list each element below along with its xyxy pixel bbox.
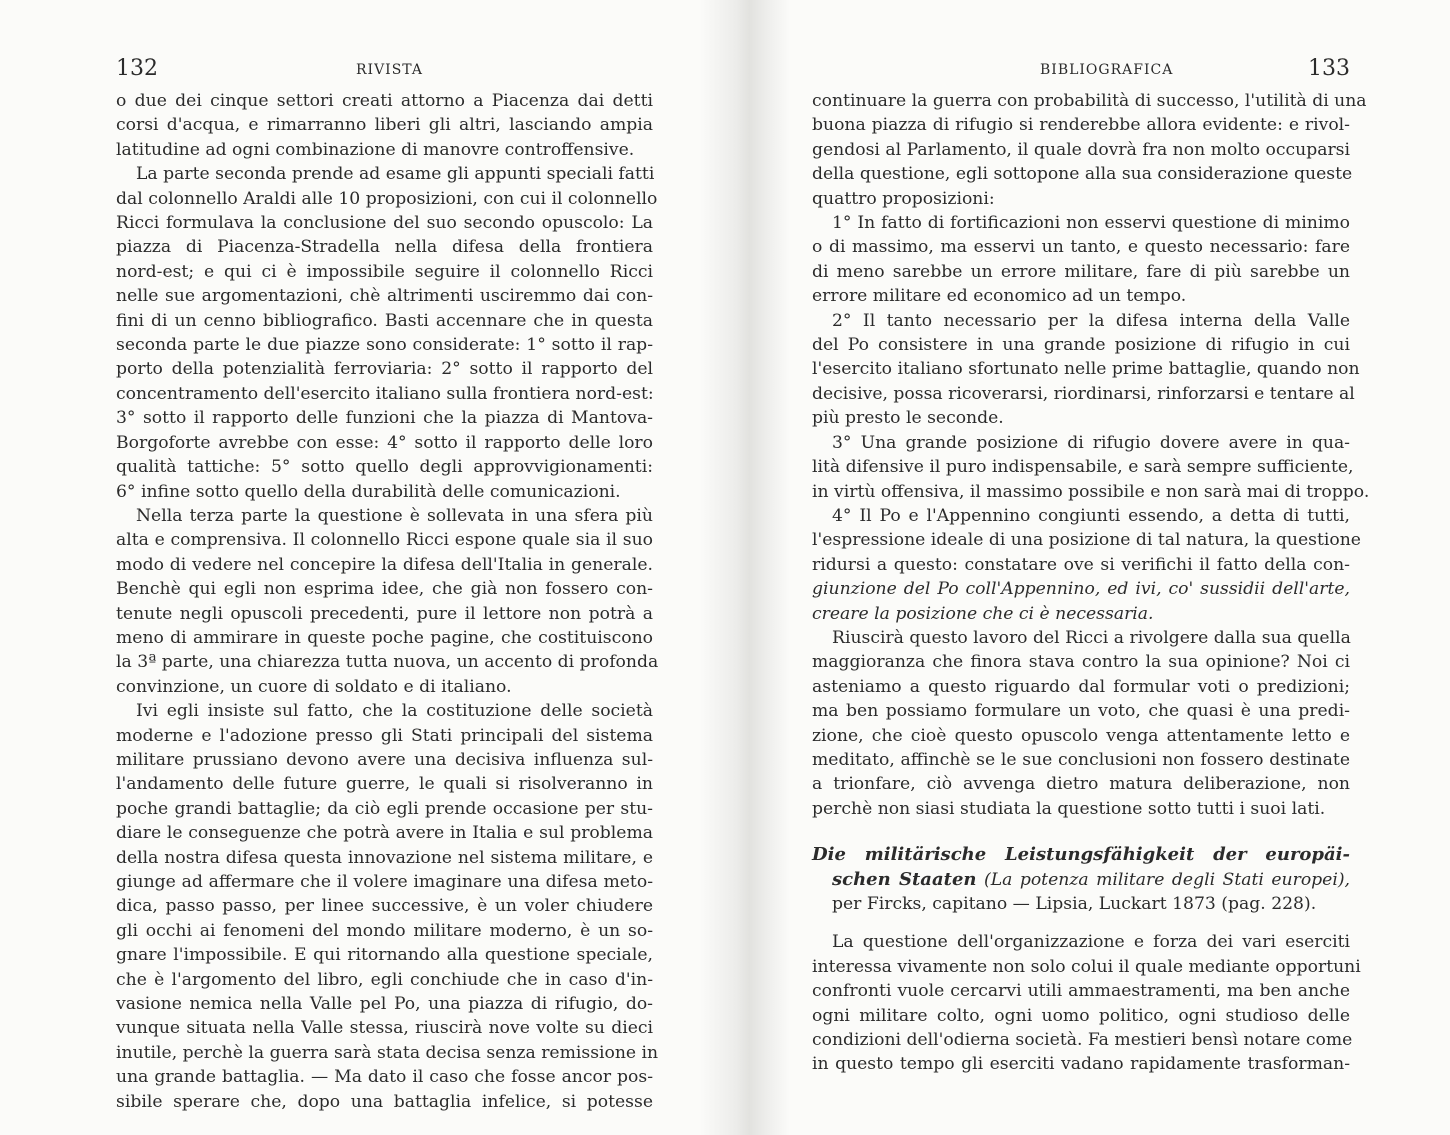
text-line: confronti vuole cercarvi utili ammaestramenti, ma ben anche [812,981,1350,1002]
text-line: concentramento dell'esercito italiano sulla frontiera nord-est: [116,383,654,404]
text-line: più presto le seconde. [812,408,1004,429]
text-line: 3° Una grande posizione di rifugio dovere avere in qua- [832,432,1350,453]
text-line: 3° sotto il rapporto delle funzioni che la piazza di Mantova- [116,408,653,429]
text-line: che è l'argomento del libro, egli conchiude che in caso d'in- [116,969,653,990]
text-line: porto della potenzialità ferroviaria: 2° sotto il rapporto del [116,359,653,380]
text-line: alta e comprensiva. Il colonnello Ricci espone quale sia il suo [116,530,653,551]
text-line: Riuscirà questo lavoro del Ricci a rivolgere dalla sua quella [832,627,1351,648]
text-line: della questione, egli sottopone alla sua considerazione queste [812,164,1353,185]
page-number: 132 [116,56,158,81]
text-line: l'espressione ideale di una posizione di tal natura, la questione [812,530,1361,551]
text-line: continuare la guerra con probabilità di successo, l'utilità di una [812,91,1367,111]
entry-title: Die militärische Leistungsfähigkeit der europäi- [812,844,1350,866]
text-line: 4° Il Po e l'Appennino congiunti essendo, a detta di tutti, [832,505,1350,526]
book-spine [700,0,790,1135]
text-line: La questione dell'organizzazione e forza dei vari eserciti [832,932,1350,953]
text-line: in virtù offensiva, il massimo possibile e non sarà mai di troppo. [812,481,1370,502]
entry-subtitle: (La potenza militare degli Stati europei), [983,869,1351,890]
text-line: piazza di Piacenza-Stradella nella difesa della frontiera [116,237,653,258]
page-number: 133 [1308,56,1350,81]
text-line: l'esercito italiano sfortunato nelle prime battaglie, quando non [812,359,1360,380]
text-line: la 3ª parte, una chiarezza tutta nuova, un accento di profonda [116,652,659,673]
text-line: diare le conseguenze che potrà avere in Italia e sul problema [116,823,653,844]
text-line: convinzione, un cuore di soldato e di italiano. [116,676,512,697]
text-line: della nostra difesa questa innovazione nel sistema militare, e [116,847,653,868]
text-line: perchè non siasi studiata la questione sotto tutti i suoi lati. [812,798,1326,819]
entry-citation: per Fircks, capitano — Lipsia, Luckart 1873 (pag. 228). [832,894,1317,914]
text-line: militare prussiano devono avere una decisiva influenza sul- [116,749,653,770]
text-line: ma ben possiamo formulare un voto, che quasi è una predi- [812,701,1350,722]
text-line: poche grandi battaglie; da ciò egli prende occasione per stu- [116,798,653,819]
text-line: dal colonnello Araldi alle 10 proposizioni, con cui il colonnello [116,188,658,209]
text-line: Ricci formulava la conclusione del suo secondo opuscolo: La [116,213,653,234]
text-line: l'andamento delle future guerre, le quali si risolveranno in [116,774,653,795]
text-line: vasione nemica nella Valle pel Po, una piazza di rifugio, do- [116,994,653,1015]
text-line: interessa vivamente non solo colui il quale mediante opportuni [812,956,1361,977]
text-line: 6° infine sotto quello della durabilità delle comunicazioni. [116,481,621,502]
text-line: o di massimo, ma esservi un tanto, e questo necessario: fare [812,237,1350,258]
text-line: Nella terza parte la questione è sollevata in una sfera più [136,505,653,526]
entry-title-line-2 [812,868,1350,892]
text-line: creare la posizione che ci è necessaria. [812,603,1154,624]
text-line: dica, passo passo, per linee successive, è un voler chiudere [116,896,653,917]
text-line: buona piazza di rifugio si renderebbe allora evidente: e rivol- [812,115,1350,136]
text-line: decisive, possa ricoverarsi, riordinarsi, rinforzarsi e tentare al [812,383,1355,404]
text-line: asteniamo a questo riguardo dal formular voti o predizioni; [812,676,1350,697]
text-line: fini di un cenno bibliografico. Basti accennare che in questa [116,310,653,331]
text-line: 2° Il tanto necessario per la difesa interna della Valle [832,310,1350,331]
text-line: modo di vedere nel concepire la difesa dell'Italia in generale. [116,554,653,575]
text-line: ogni militare colto, ogni uomo politico, ogni studioso delle [812,1005,1350,1026]
running-header: BIBLIOGRAFICA [1040,62,1174,78]
text-line: nord-est; e qui ci è impossibile seguire il colonnello Ricci [116,261,653,282]
text-line: nelle sue argomentazioni, chè altrimenti usciremmo dai con- [116,286,653,307]
text-line: meditato, affinchè se le sue conclusioni non fossero destinate [812,749,1350,770]
left-page-text [116,89,659,1114]
text-line: latitudine ad ogni combinazione di manovre controffensive. [116,139,635,160]
text-line: seconda parte le due piazze sono considerate: 1° sotto il rap- [116,335,653,356]
text-line: Ivi egli insiste sul fatto, che la costituzione delle società [136,701,653,722]
text-line: gnare l'impossibile. E qui ritornando alla questione speciale, [116,945,653,966]
text-line: giunzione del Po coll'Appennino, ed ivi, co' sussidii dell'arte, [812,579,1350,600]
text-line: corsi d'acqua, e rimarranno liberi gli altri, lasciando ampia [116,115,653,136]
text-line: Borgoforte avrebbe con esse: 4° sotto il rapporto delle loro [116,432,653,453]
text-line: lità difensive il puro indispensabile, e sarà sempre sufficiente, [812,457,1354,478]
text-line: zione, che cioè questo opuscolo venga attentamente letto e [812,725,1350,746]
text-line: gli occhi ai fenomeni del mondo militare moderno, è un so- [116,920,653,941]
text-line: gendosi al Parlamento, il quale dovrà fra non molto occuparsi [812,139,1350,160]
text-line: sibile sperare che, dopo una battaglia infelice, si potesse [116,1091,653,1112]
text-line: in questo tempo gli eserciti vadano rapidamente trasforman- [812,1054,1350,1075]
text-line: qualità tattiche: 5° sotto quello degli approvvigionamenti: [116,457,653,478]
text-line: moderne e l'adozione presso gli Stati principali del sistema [116,725,653,746]
running-header: RIVISTA [356,62,423,78]
text-line: La parte seconda prende ad esame gli appunti speciali fatti [136,164,655,185]
right-page-text [812,89,1370,1077]
text-line: giunge ad affermare che il volere imaginare una difesa meto- [116,872,653,892]
text-line: una grande battaglia. — Ma dato il caso che fosse ancor pos- [116,1067,653,1088]
text-line: tenute negli opuscoli precedenti, pure il lettore non potrà a [116,603,653,624]
text-line: ridursi a questo: constatare ove si verifichi il fatto della con- [812,554,1350,575]
text-line: di meno sarebbe un errore militare, fare di più sarebbe un [812,261,1350,282]
text-line: 1° In fatto di fortificazioni non esservi questione di minimo [832,213,1350,234]
text-line: del Po consistere in una grande posizione di rifugio in cui [812,335,1350,356]
text-line: Benchè qui egli non esprima idee, che già non fossero con- [116,579,653,600]
text-line: maggioranza che finora stava contro la sua opinione? Noi ci [812,652,1350,673]
text-line: condizioni dell'odierna società. Fa mestieri bensì notare come [812,1030,1353,1051]
text-line: quattro proposizioni: [812,188,995,209]
text-line: errore militare ed economico ad un tempo. [812,286,1187,307]
entry-title-continued: schen Staaten [832,868,977,890]
text-line: vunque situata nella Valle stessa, riuscirà nove volte su dieci [116,1018,653,1039]
text-line: inutile, perchè la guerra sarà stata decisa senza remissione in [116,1042,659,1063]
text-line: meno di ammirare in queste poche pagine, che costituiscono [116,627,653,648]
text-line: o due dei cinque settori creati attorno a Piacenza dai detti [116,91,653,111]
text-line: a trionfare, ciò avvenga dietro matura deliberazione, non [812,774,1350,795]
